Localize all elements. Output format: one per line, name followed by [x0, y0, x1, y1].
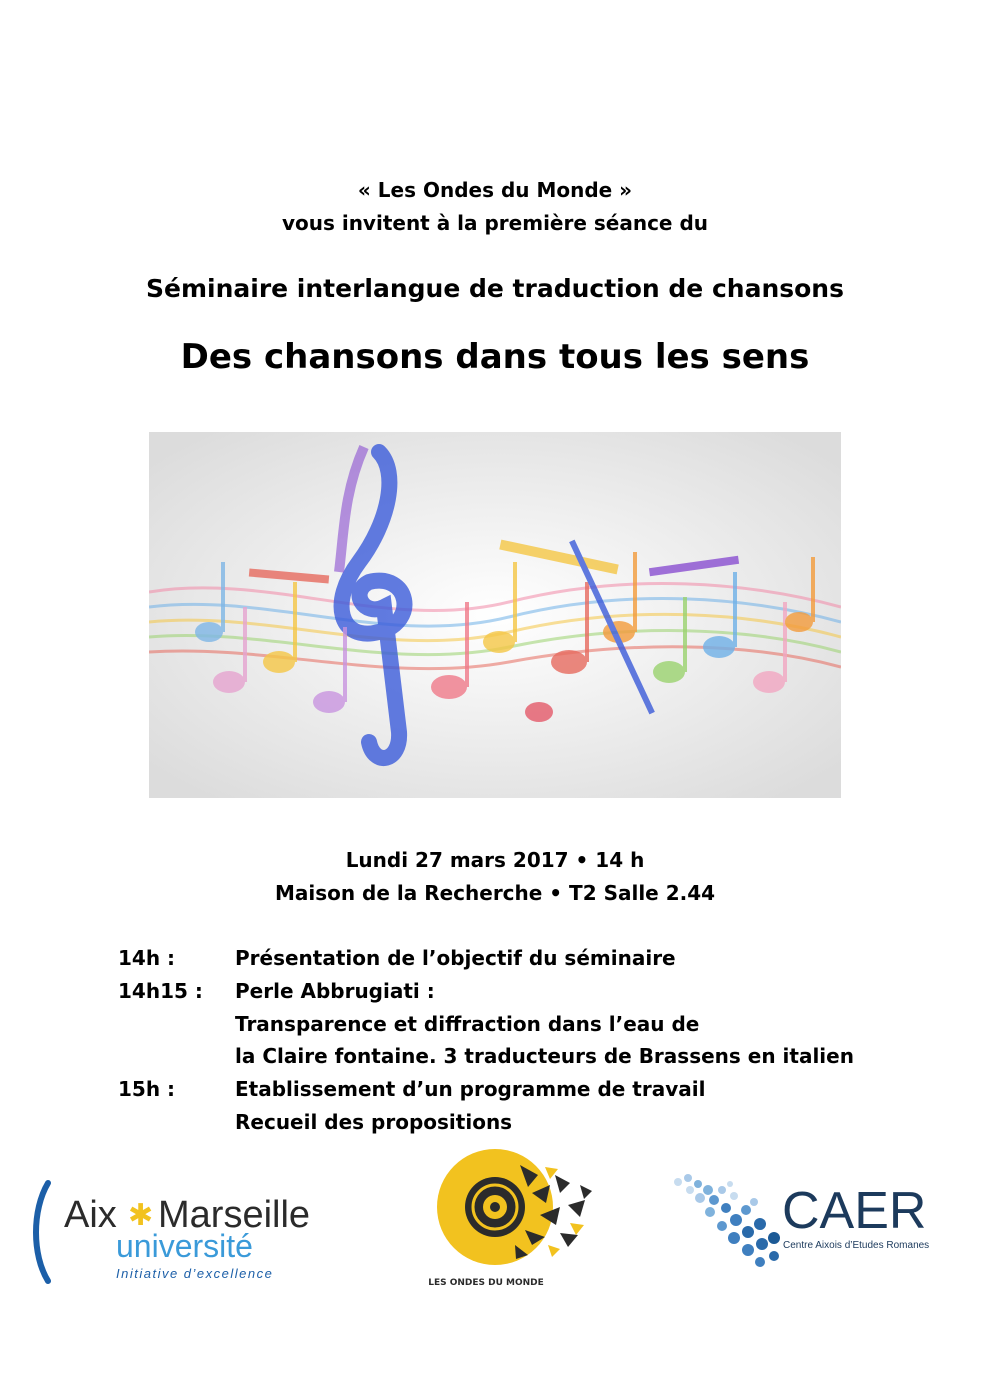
amu-star-icon: ✱ — [128, 1198, 154, 1233]
program-line: Perle Abbrugiati : — [235, 979, 435, 1003]
caer-subtitle: Centre Aixois d’Etudes Romanes — [783, 1240, 930, 1251]
intro-line-1: « Les Ondes du Monde » — [357, 178, 633, 202]
program-time: 14h : — [118, 946, 176, 970]
intro-line-2: vous invitent à la première séance du — [281, 211, 709, 235]
ondes-caption: LES ONDES DU MONDE — [428, 1278, 544, 1288]
amu-text-aix: Aix — [64, 1194, 117, 1236]
event-place: Maison de la Recherche • T2 Salle 2.44 — [274, 881, 716, 905]
caer-logo — [670, 1170, 960, 1270]
program-line: Présentation de l’objectif du séminaire — [235, 946, 676, 970]
amu-text-universite: université — [116, 1228, 253, 1264]
music-notes-banner — [149, 432, 841, 798]
amu-text-marseille: Marseille — [158, 1194, 311, 1236]
seminar-title: Séminaire interlangue de traduction de chansons — [146, 274, 844, 303]
main-title: Des chansons dans tous les sens — [180, 337, 810, 377]
program-line: la Claire fontaine. 3 traducteurs de Brassens en italien — [235, 1044, 854, 1068]
les-ondes-du-monde-logo — [420, 1145, 600, 1295]
event-date: Lundi 27 mars 2017 • 14 h — [345, 848, 645, 872]
caer-name: CAER — [782, 1182, 927, 1240]
program-time: 14h15 : — [118, 979, 203, 1003]
program-line: Transparence et diffraction dans l’eau de — [235, 1012, 700, 1036]
aix-marseille-universite-logo — [30, 1175, 330, 1290]
hexagon-pattern-icon — [674, 1174, 780, 1267]
program-time: 15h : — [118, 1077, 176, 1101]
program-line: Recueil des propositions — [235, 1110, 513, 1134]
amu-text-initiative: Initiative d’excellence — [116, 1266, 274, 1281]
program-line: Etablissement d’un programme de travail — [235, 1077, 706, 1101]
